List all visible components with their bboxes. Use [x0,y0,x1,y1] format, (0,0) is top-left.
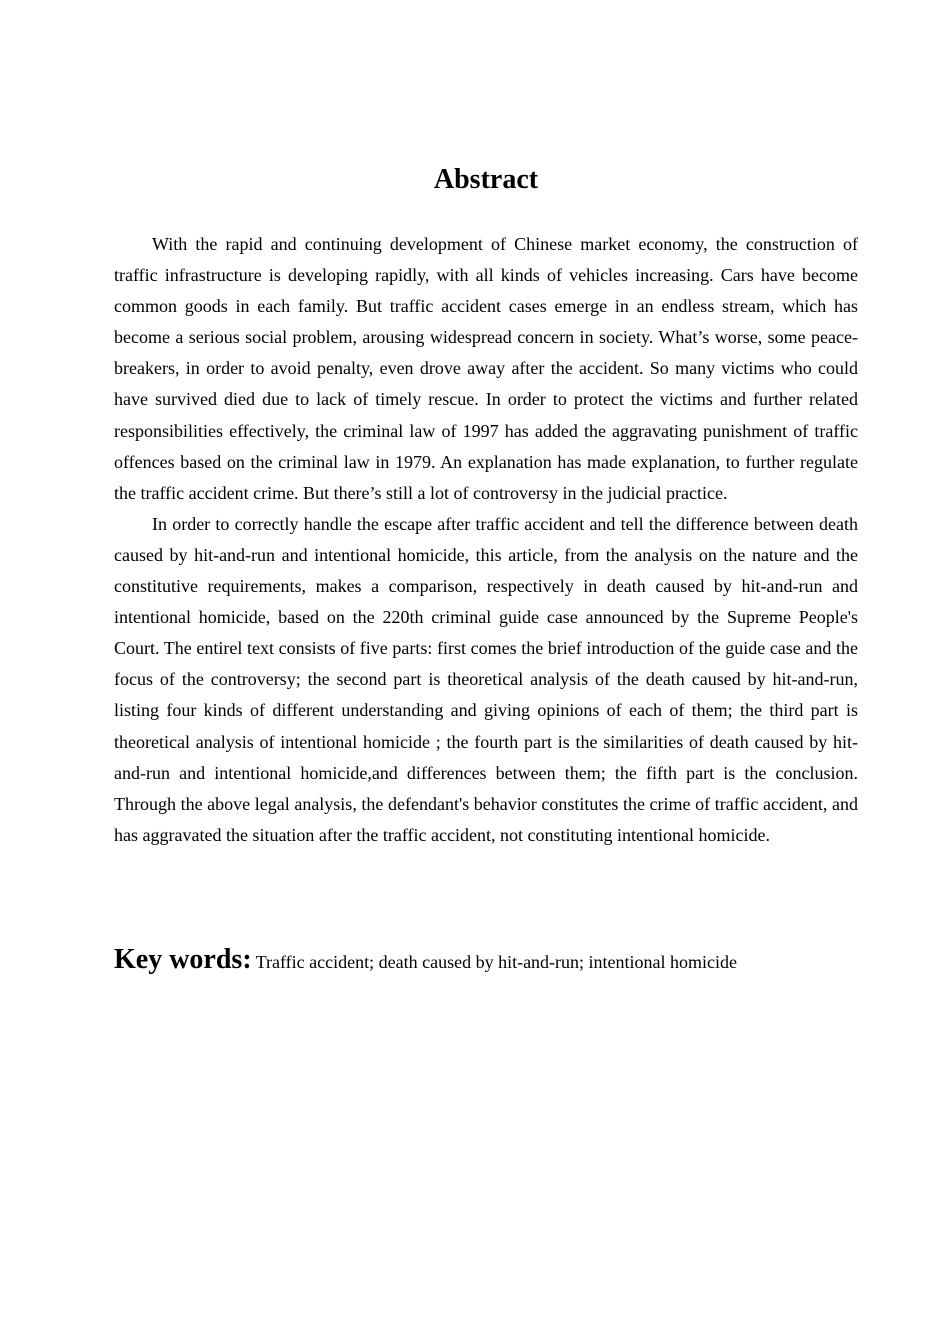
abstract-paragraph-1: With the rapid and continuing development of Chinese market economy, the construction of traffic infrastructure is developing rapidly, with all kinds of vehicles increasing. Cars have become common goods in each family. But traffic accident cases emerge in an endless stream, which has become a serious social problem, arousing widespread concern in society. What’s worse, some peace-breakers, in order to avoid penalty, even drove away after the accident. So many victims who could have survived died due to lack of timely rescue. In order to protect the victims and further related responsibilities effectively, the criminal law of 1997 has added the aggravating punishment of traffic offences based on the criminal law in 1979. An explanation has made explanation, to further regulate the traffic accident crime. But there’s still a lot of controversy in the judicial practice. [114,234,858,503]
abstract-body [114,229,858,851]
keywords-text: Traffic accident; death caused by hit-and-run; intentional homicide [255,952,738,972]
keywords-label: Key words: [114,944,252,975]
abstract-paragraph-2: In order to correctly handle the escape after traffic accident and tell the difference between death caused by hit-and-run and intentional homicide, this article, from the analysis on the nature and the constitutive requirements, makes a comparison, respectively in death caused by hit-and-run and intentional homicide, based on the 220th criminal guide case announced by the Supreme People's Court. The entirel text consists of five parts: first comes the brief introduction of the guide case and the focus of the controversy; the second part is theoretical analysis of the death caused by hit-and-run, listing four kinds of different understanding and giving opinions of each of them; the third part is theoretical analysis of intentional homicide ; the fourth part is the similarities of death caused by hit-and-run and intentional homicide,and differences between them; the fifth part is the conclusion. Through the above legal analysis, the defendant's behavior constitutes the crime of traffic accident, and has aggravated the situation after the traffic accident, not constituting intentional homicide. [114,513,858,845]
keywords-line [114,940,858,984]
abstract-title: Abstract [433,164,539,195]
